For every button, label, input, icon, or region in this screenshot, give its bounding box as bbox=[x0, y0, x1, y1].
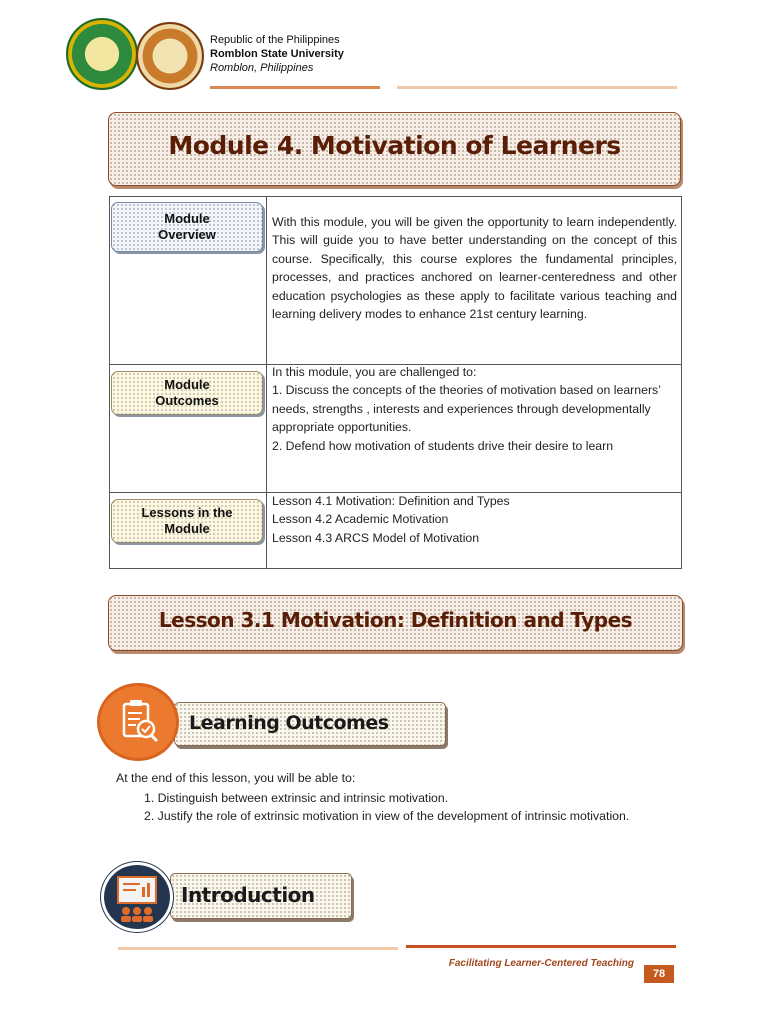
learning-outcomes-heading-box bbox=[174, 702, 446, 746]
header-rule-left bbox=[210, 86, 380, 89]
header-rule-right bbox=[397, 86, 677, 89]
republic-line: Republic of the Philippines bbox=[210, 34, 340, 46]
page-number: 78 bbox=[644, 965, 674, 983]
learning-outcome-item: 1. Distinguish between extrinsic and intrinsic motivation. bbox=[144, 791, 449, 805]
university-location: Romblon, Philippines bbox=[210, 62, 314, 74]
tag-label-line: Module bbox=[164, 377, 210, 392]
learning-outcome-item: 2. Justify the role of extrinsic motivation in view of the development of intrinsic motivation. bbox=[144, 809, 630, 823]
presentation-board-icon bbox=[101, 862, 173, 932]
module-overview-text: With this module, you will be given the opportunity to learn independently. This will guide you to have better understanding on the concept of this course. Specifically, this course explores the fundamental principles, processes, and practices anchored on learner-centeredness and other education psychologies as these apply to facilitate various teaching and learning delivery modes to enhance 21st century learning. bbox=[272, 215, 677, 322]
outcomes-intro: In this module, you are challenged to: bbox=[272, 365, 477, 379]
module-overview-tag bbox=[111, 202, 263, 252]
lessons-list bbox=[272, 492, 677, 547]
introduction-heading-box bbox=[170, 873, 352, 919]
tag-label-line: Outcomes bbox=[155, 393, 219, 408]
module-outcomes-text bbox=[272, 363, 677, 455]
footer-course-title: Facilitating Learner-Centered Teaching bbox=[448, 958, 634, 969]
footer-rule-right bbox=[406, 945, 676, 948]
tag-label-line: Module bbox=[164, 521, 210, 536]
introduction-heading: Introduction bbox=[181, 883, 315, 907]
lesson-item: Lesson 4.1 Motivation: Definition and Types bbox=[272, 494, 510, 508]
outcomes-intro-text: At the end of this lesson, you will be able to: bbox=[116, 771, 356, 785]
module-outcomes-tag bbox=[111, 371, 263, 415]
lesson-item: Lesson 4.2 Academic Motivation bbox=[272, 512, 449, 527]
lessons-in-module-tag bbox=[111, 499, 263, 543]
tag-label-line: Lessons in the bbox=[141, 505, 233, 520]
outcome-item: 1. Discuss the concepts of the theories of motivation based on learners’ needs, strengths , interests and experiences through developmentally appropriate opportunities. bbox=[272, 383, 661, 435]
learning-outcomes-heading: Learning Outcomes bbox=[189, 712, 389, 734]
footer-rule-left bbox=[118, 947, 398, 950]
lesson-title-banner bbox=[108, 595, 683, 651]
clipboard-checklist-icon bbox=[97, 683, 179, 761]
university-seal-logo bbox=[66, 18, 138, 90]
table-column-divider bbox=[266, 196, 267, 569]
college-seal-logo bbox=[136, 22, 204, 90]
outcome-item: 2. Defend how motivation of students drive their desire to learn bbox=[272, 438, 614, 453]
lesson-title: Lesson 3.1 Motivation: Definition and Types bbox=[158, 608, 633, 632]
lesson-item: Lesson 4.3 ARCS Model of Motivation bbox=[272, 530, 480, 545]
tag-label-line: Module bbox=[164, 211, 210, 226]
university-name: Romblon State University bbox=[210, 48, 344, 60]
institution-header bbox=[210, 33, 344, 75]
module-title: Module 4. Motivation of Learners bbox=[168, 131, 621, 160]
module-title-banner bbox=[108, 112, 681, 186]
tag-label-line: Overview bbox=[158, 227, 216, 242]
